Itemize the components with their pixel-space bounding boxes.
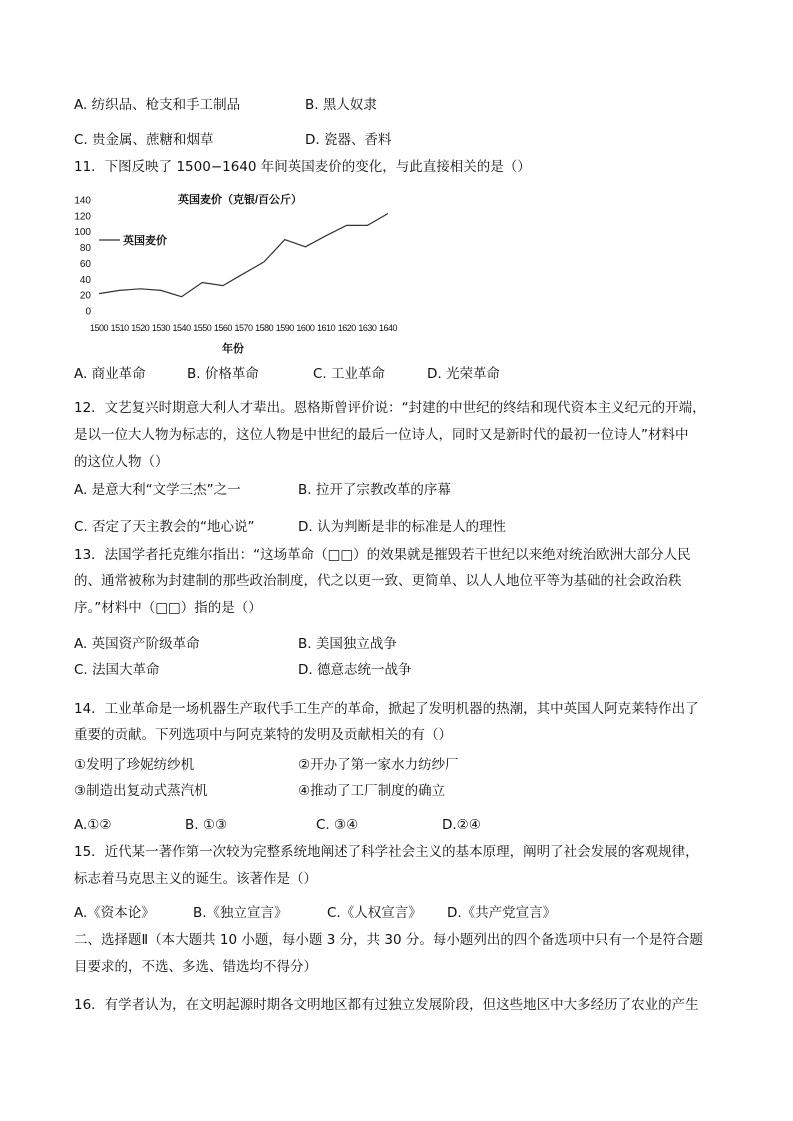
x-tick-label: 1610 [317, 323, 336, 333]
q15-option-a: A.《资本论》 [74, 905, 155, 921]
series-line-wheat-price [99, 214, 388, 297]
y-tick-label: 140 [74, 195, 91, 207]
q14-stem-line2: 重要的贡献。下列选项中与阿克莱特的发明及贡献相关的有（） [74, 727, 452, 743]
q14-option-b: B. ①③ [185, 817, 228, 833]
q15-stem-line2: 标志着马克思主义的诞生。该著作是（） [74, 871, 317, 887]
y-tick-label: 120 [74, 211, 91, 223]
x-tick-label: 1550 [193, 323, 212, 333]
y-tick-label: 80 [79, 243, 91, 255]
q13-option-a: A. 英国资产阶级革命 [74, 636, 200, 652]
q14-option-c: C. ③④ [316, 817, 359, 833]
x-tick-label: 1510 [110, 323, 129, 333]
x-tick-label: 1520 [131, 323, 150, 333]
q13-stem-line3: 序。”材料中（□□）指的是（） [74, 600, 262, 616]
x-axis [90, 323, 398, 333]
q14-option-a: A.①② [74, 817, 112, 833]
x-tick-label: 1600 [296, 323, 315, 333]
q11-option-b: B. 价格革命 [187, 366, 259, 382]
q15-option-b: B.《独立宣言》 [193, 905, 288, 921]
legend-label: 英国麦价 [123, 235, 167, 247]
q13-option-d: D. 德意志统一战争 [298, 662, 412, 678]
q14-item-4: ④推动了工厂制度的确立 [298, 783, 446, 799]
y-tick-label: 20 [79, 290, 91, 302]
x-tick-label: 1530 [151, 323, 170, 333]
q11-option-a: A. 商业革命 [74, 366, 146, 382]
q10-option-a: A. 纺织品、枪支和手工制品 [74, 97, 241, 113]
q11-stem: 11．下图反映了 1500−1640 年间英国麦价的变化，与此直接相关的是（） [74, 159, 531, 175]
q14-item-3: ③制造出复动式蒸汽机 [74, 783, 208, 799]
x-tick-label: 1540 [172, 323, 191, 333]
x-tick-label: 1620 [337, 323, 356, 333]
y-axis [74, 196, 91, 318]
x-tick-label: 1560 [213, 323, 232, 333]
q12-option-b: B. 拉开了宗教改革的序幕 [298, 482, 451, 498]
q10-option-c: C. 贵金属、蔗糖和烟草 [74, 132, 214, 148]
q11-option-c: C. 工业革命 [313, 366, 386, 382]
x-tick-label: 1590 [275, 323, 294, 333]
q15-stem-line1: 15．近代某一著作第一次较为完整系统地阐述了科学社会主义的基本原理，阐明了社会发展的客观规律， [74, 844, 699, 860]
x-tick-label: 1630 [358, 323, 377, 333]
x-tick-label: 1580 [255, 323, 274, 333]
q12-option-a: A. 是意大利“文学三杰”之一 [74, 482, 241, 498]
q12-stem-line2: 是以一位大人物为标志的，这位人物是中世纪的最后一位诗人，同时又是新时代的最初一位诗人”材料中 [74, 427, 689, 443]
q13-stem-line2: 的、通常被称为封建制的那些政治制度，代之以更一致、更简单、以人人地位平等为基础的社会政治秩 [74, 573, 682, 589]
q14-item-2: ②开办了第一家水力纺纱厂 [298, 757, 459, 773]
x-tick-label: 1500 [89, 323, 109, 333]
q15-option-d: D.《共产党宣言》 [447, 905, 557, 921]
q12-stem-line3: 的这位人物（） [74, 454, 169, 470]
q14-item-1: ①发明了珍妮纺纱机 [74, 757, 195, 773]
y-tick-label: 40 [79, 274, 91, 286]
q12-stem-line1: 12．文艺复兴时期意大利人才辈出。恩格斯曾评价说：“封建的中世纪的终结和现代资本主义纪元的开端， [74, 400, 706, 416]
y-tick-label: 60 [79, 258, 91, 270]
y-tick-label: 0 [85, 306, 91, 318]
x-axis-label: 年份 [222, 343, 244, 355]
y-tick-label: 100 [74, 227, 91, 239]
legend [99, 233, 167, 247]
x-tick-label: 1570 [234, 323, 253, 333]
q11-option-d: D. 光荣革命 [427, 366, 500, 382]
section2-heading-line2: 目要求的，不选、多选、错选均不得分） [74, 959, 317, 975]
q10-option-b: B. 黑人奴隶 [305, 97, 377, 113]
q12-option-c: C. 否定了天主教会的“地心说” [74, 519, 255, 535]
q12-option-d: D. 认为判断是非的标准是人的理性 [298, 519, 506, 535]
wheat-price-chart [70, 188, 405, 358]
section2-heading-line1: 二、选择题Ⅱ（本大题共 10 小题，每小题 3 分，共 30 分。每小题列出的四个备选项中只有一个是符合题 [74, 932, 703, 948]
q10-option-d: D. 瓷器、香料 [305, 132, 392, 148]
chart-title: 英国麦价（克银/百公斤） [178, 194, 303, 206]
q16-stem-line1: 16．有学者认为，在文明起源时期各文明地区都有过独立发展阶段，但这些地区中大多经历了农业的产生 [74, 997, 699, 1013]
q15-option-c: C.《人权宣言》 [327, 905, 422, 921]
q14-stem-line1: 14．工业革命是一场机器生产取代手工生产的革命，掀起了发明机器的热潮，其中英国人阿克莱特作出了 [74, 701, 699, 717]
q13-option-b: B. 美国独立战争 [298, 636, 397, 652]
q14-option-d: D.②④ [442, 817, 481, 833]
q13-stem-line1: 13．法国学者托克维尔指出：“这场革命（□□）的效果就是摧毁若干世纪以来绝对统治欧洲大部分人民 [74, 547, 691, 563]
x-tick-label: 1640 [378, 323, 398, 333]
q13-option-c: C. 法国大革命 [74, 662, 160, 678]
